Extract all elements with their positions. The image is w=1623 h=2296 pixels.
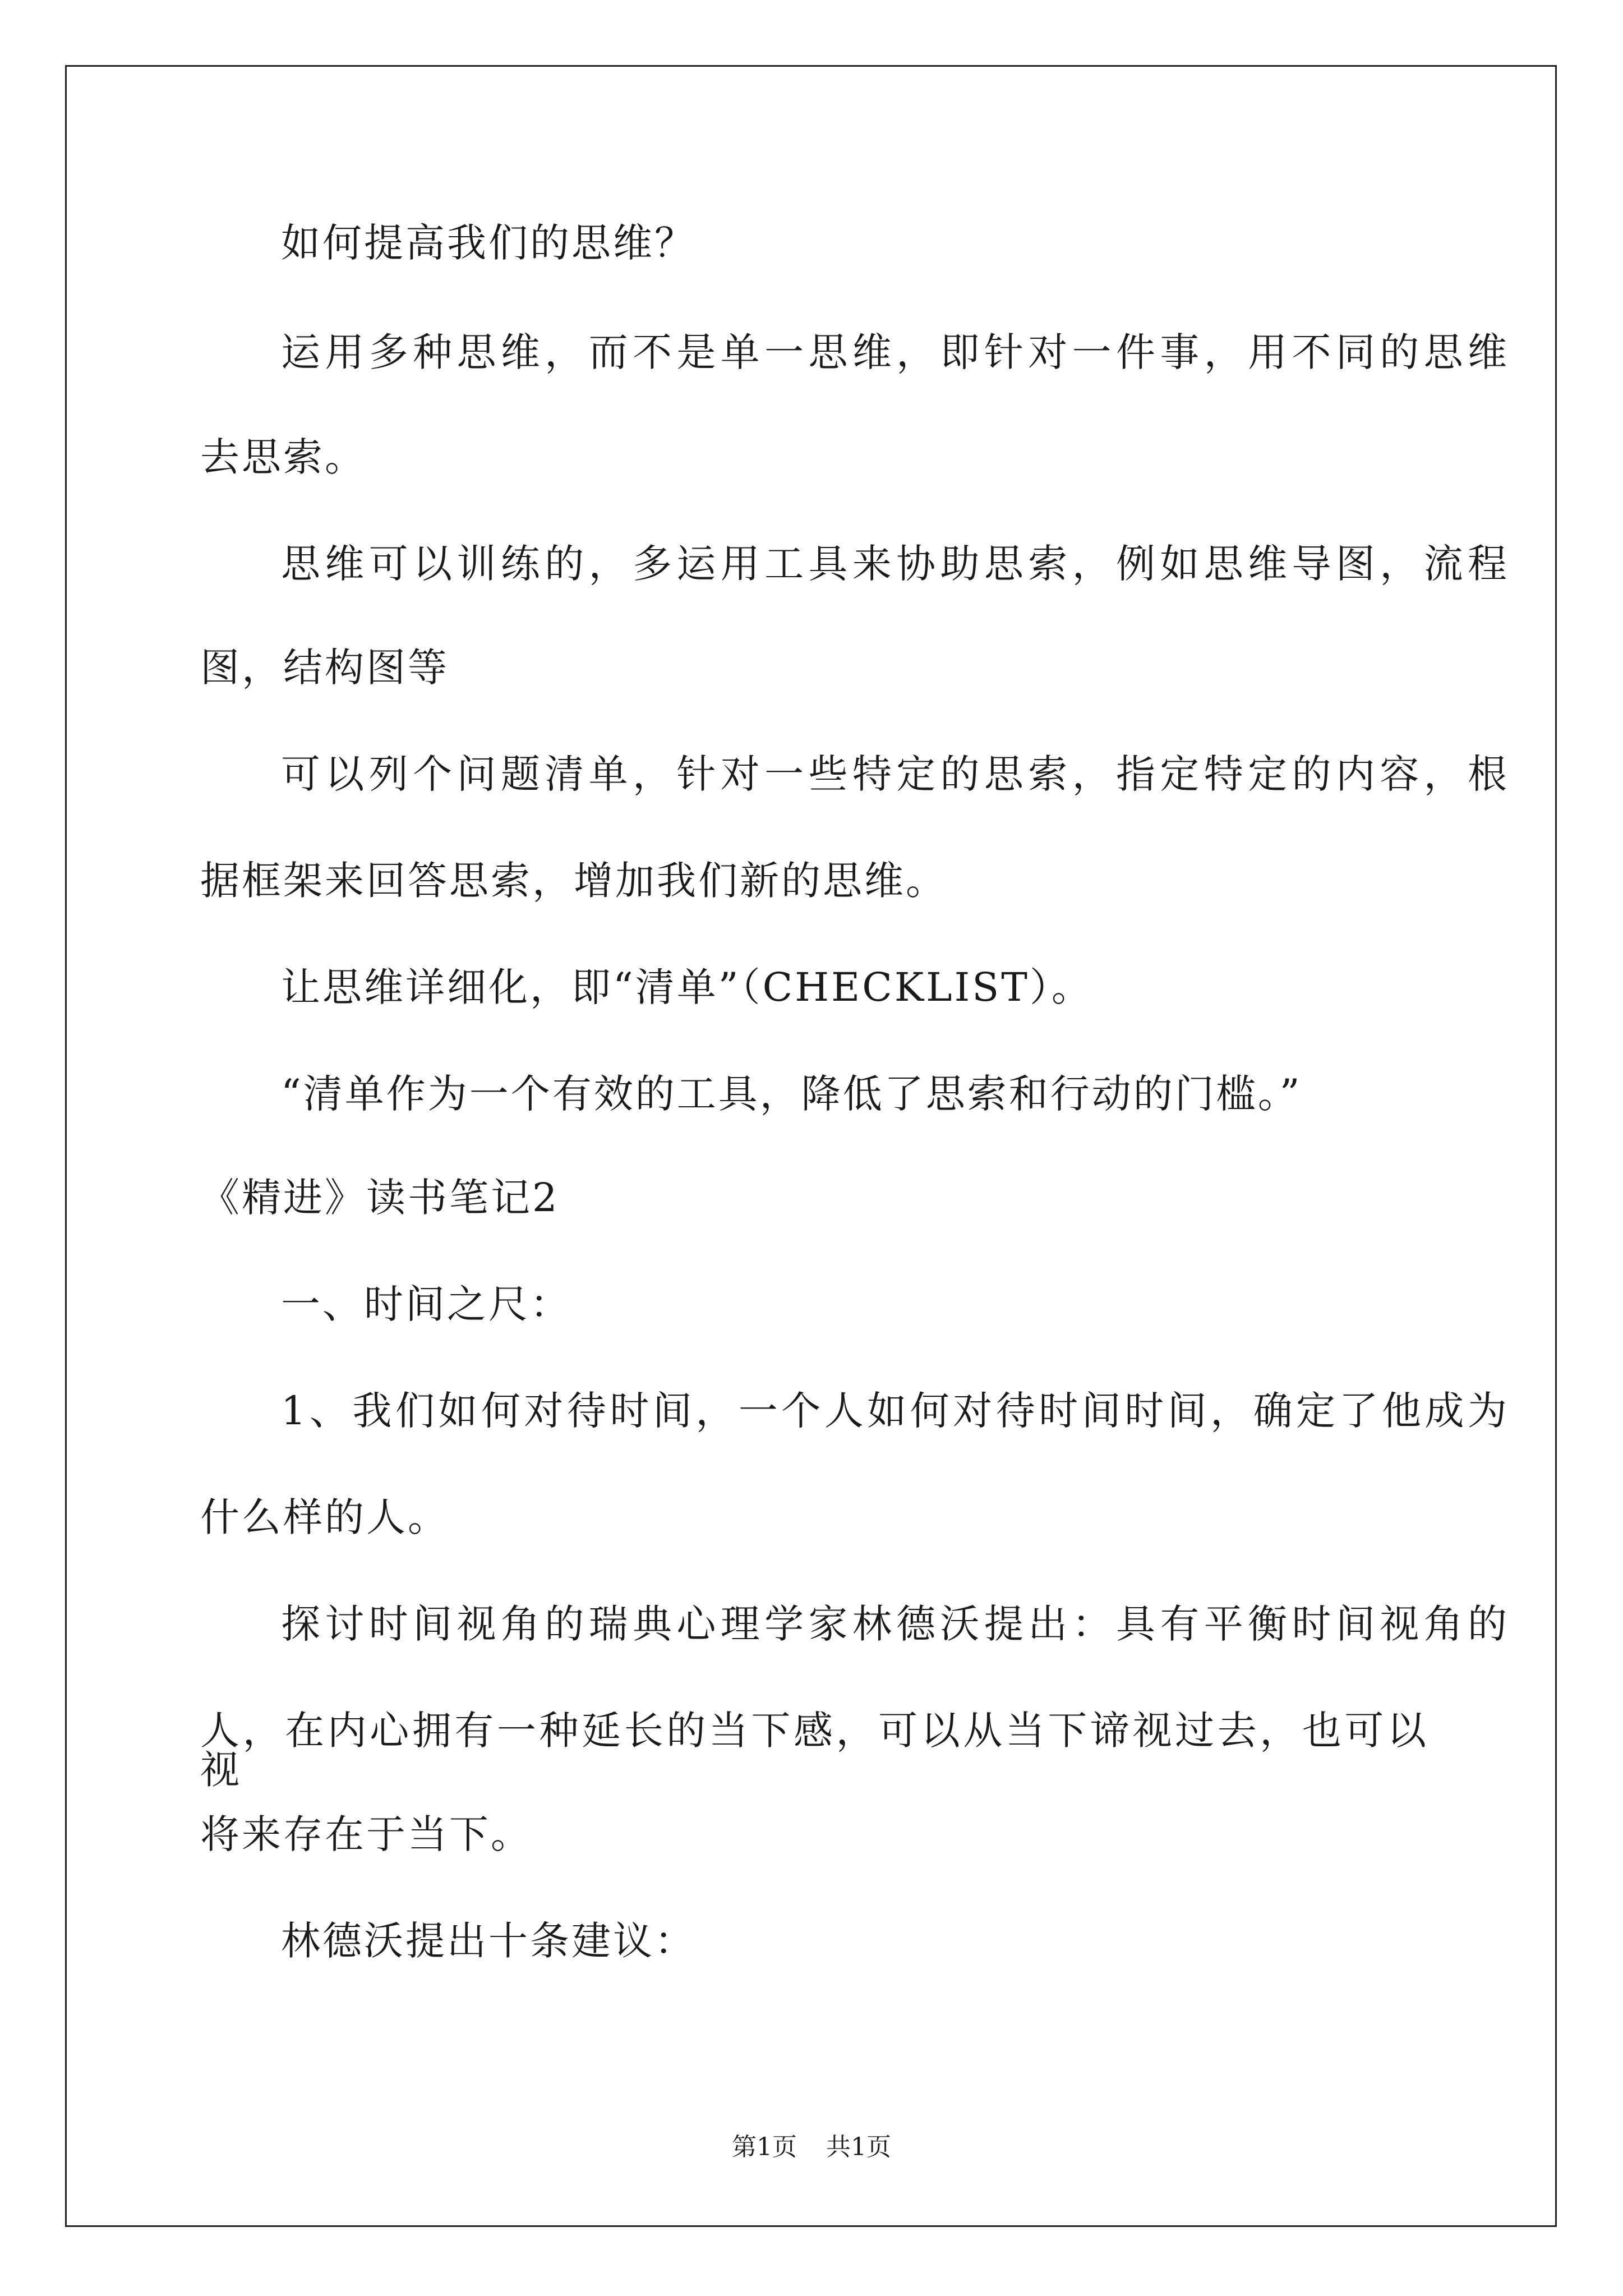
paragraph-line: 1、我们如何对待时间，一个人如何对待时间时间，确定了他成为: [281, 1388, 1509, 1434]
paragraph-line: 思维可以训练的，多运用工具来协助思索，例如思维导图，流程: [281, 541, 1509, 587]
section-heading: 《精进》读书笔记2: [200, 1175, 560, 1221]
paragraph-line: “清单作为一个有效的工具，降低了思索和行动的门槛。”: [281, 1071, 1302, 1117]
paragraph-line: 让思维详细化，即“清单”（CHECKLIST）。: [281, 964, 1093, 1010]
page-total: 共1页: [826, 2133, 891, 2161]
paragraph-line: 人，在内心拥有一种延长的当下感，可以从当下谛视过去，也可以视: [200, 1708, 1428, 1793]
paragraph-line: 如何提高我们的思维？: [281, 220, 696, 266]
paragraph-line: 探讨时间视角的瑞典心理学家林德沃提出：具有平衡时间视角的: [281, 1601, 1509, 1647]
paragraph-line: 将来存在于当下。: [200, 1811, 532, 1857]
page-footer: [0, 2135, 1623, 2160]
paragraph-line: 可以列个问题清单，针对一些特定的思索，指定特定的内容，根: [281, 751, 1509, 797]
page-border: [65, 65, 1557, 2227]
paragraph-line: 据框架来回答思索，增加我们新的思维。: [200, 858, 947, 904]
paragraph-line: 一、时间之尺：: [281, 1281, 571, 1327]
paragraph-line: 去思索。: [200, 434, 366, 480]
paragraph-line: 林德沃提出十条建议：: [281, 1918, 696, 1964]
paragraph-line: 运用多种思维，而不是单一思维，即针对一件事，用不同的思维: [281, 329, 1509, 375]
paragraph-line: 什么样的人。: [200, 1494, 449, 1540]
paragraph-line: 图，结构图等: [200, 645, 449, 691]
page-number: 第1页: [732, 2133, 797, 2161]
